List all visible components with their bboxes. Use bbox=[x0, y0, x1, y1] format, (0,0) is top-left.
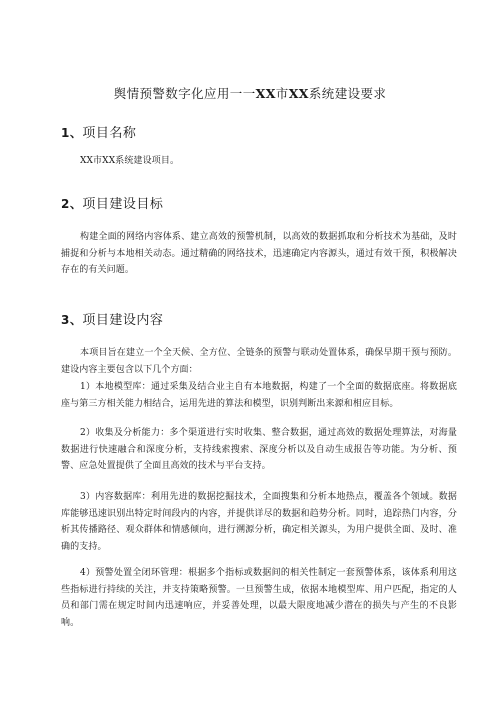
section-1-paragraph-1: XX市XX系统建设项目。 bbox=[80, 156, 180, 166]
section-3-paragraph-4: 3）内容数据库：利用先进的数据挖掘技术，全面搜集和分析本地热点，覆盖各个领域。数据库能够迅速识别出特定时间段内的内容，并提供详尽的数据和趋势分析。同时，追踪热门内容，分析其传播路径、观众群体和情感倾向，进行溯源分析，确定相关源头，为用户提供全面、及时、准确的支持。 bbox=[61, 492, 457, 552]
section-title: 项目建设内容 bbox=[82, 313, 164, 328]
section-heading-3 bbox=[61, 309, 163, 328]
title-mid: 市 bbox=[275, 86, 289, 101]
title-bold-2: XX bbox=[288, 86, 309, 101]
section-3-paragraph-1: 本项目旨在建立一个全天候、全方位、全链条的预警与联动处置体系，确保早期干预与预防。建设内容主要包含以下几个方面： bbox=[61, 348, 457, 375]
section-3-paragraph-2: 1）本地模型库：通过采集及结合业主自有本地数据，构建了一个全面的数据底座。将数据底座与第三方相关能力相结合，运用先进的算法和模型，识别判断出来源和相应目标。 bbox=[61, 382, 457, 409]
section-2-paragraph-1: 构建全面的网络内容体系、建立高效的预警机制，以高效的数据抓取和分析技术为基础，及时捕捉和分析与本地相关动态。通过精确的网络技术，迅速确定内容源头，通过有效干预，积极解决存在的有关问题。 bbox=[61, 232, 457, 276]
section-title: 项目名称 bbox=[82, 126, 137, 141]
section-heading-2 bbox=[61, 193, 163, 212]
section-number: 3、 bbox=[61, 313, 83, 327]
section-title: 项目建设目标 bbox=[82, 197, 164, 212]
section-number: 2、 bbox=[61, 197, 83, 211]
section-3-paragraph-5: 4）预警处置全闭环管理：根据多个指标或数据间的相关性制定一套预警体系，该体系利用这些指标进行持续的关注，并支持策略预警。一旦预警生成，依据本地模型库、用户匹配，指定的人员和部门需在规定时间内迅速响应，并妥善处理，以最大限度地减少潜在的损失与产生的不良影响。 bbox=[61, 568, 457, 628]
section-heading-1 bbox=[61, 122, 136, 141]
section-3-paragraph-3: 2）收集及分析能力：多个渠道进行实时收集、整合数据，通过高效的数据处理算法，对海量数据进行快速融合和深度分析，支持线索搜索、深度分析以及自动生成报告等功能。为分析、预警、应急处置提供了全面且高效的技术与平台支持。 bbox=[61, 428, 457, 472]
document-title bbox=[0, 84, 500, 102]
title-prefix: 舆情预警数字化应用一一 bbox=[113, 86, 256, 101]
title-suffix: 系统建设要求 bbox=[308, 86, 387, 101]
section-number: 1、 bbox=[61, 126, 83, 140]
title-bold-1: XX bbox=[255, 86, 276, 101]
